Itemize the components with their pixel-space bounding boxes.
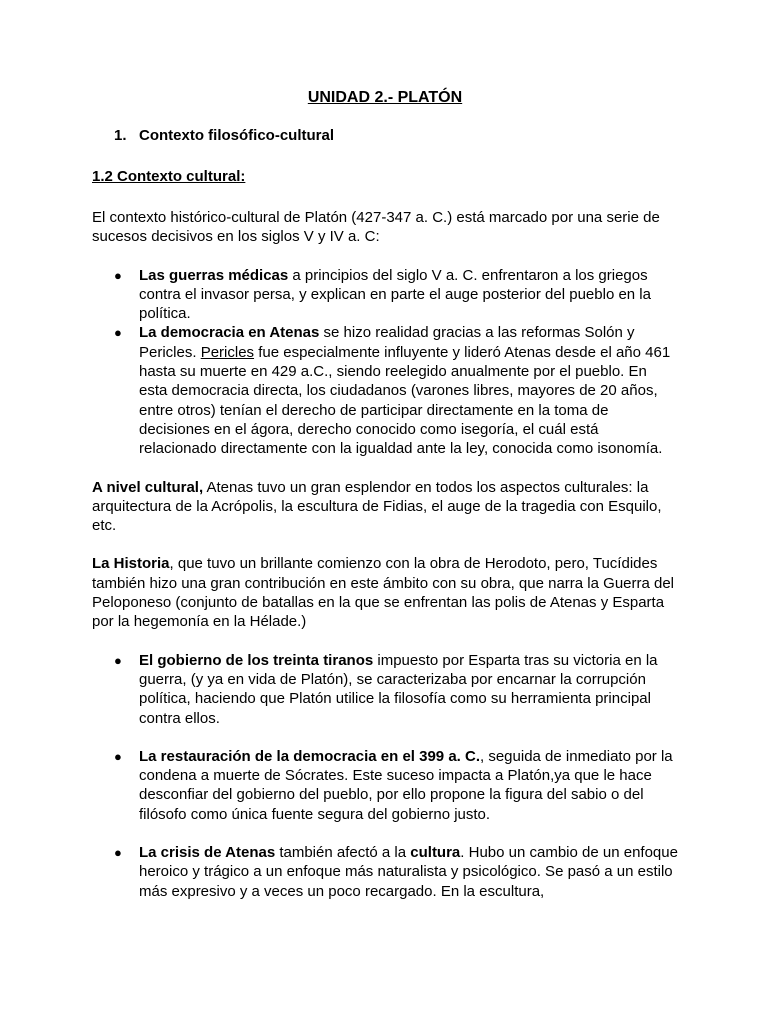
cultural-text: Atenas tuvo un gran esplendor en todos los aspectos culturales: la arquitectura de la Acrópolis, la escultura de Fidias, el auge de la tragedia con Esquilo, etc. <box>92 478 662 535</box>
list-item-bold: El gobierno de los treinta tiranos <box>139 651 374 669</box>
list-item-bold: La crisis de Atenas <box>139 844 276 862</box>
list-item-bold: La restauración de la democracia en el 399 a. C. <box>139 747 480 765</box>
list-item-text: a principios del siglo V a. C. enfrentaron a los griegos contra el invasor persa, y explican en parte el auge posterior del pueblo en la política. <box>139 266 651 323</box>
list-item <box>92 651 678 728</box>
section-heading <box>114 126 678 146</box>
list-item <box>92 323 678 458</box>
list-item <box>92 266 678 324</box>
list-item-text: impuesto por Esparta tras su victoria en la guerra, (y ya en vida de Platón), se caracterizaba por encarnar la corrupción política, haciendo que Platón utilice la filosofía como su herramienta principal contra ellos. <box>139 651 658 727</box>
intro-paragraph: El contexto histórico-cultural de Platón (427-347 a. C.) está marcado por una serie de sucesos decisivos en los siglos V y IV a. C: <box>92 209 660 246</box>
bullet-icon: ● <box>114 845 122 861</box>
subsection-heading: 1.2 Contexto cultural: <box>92 168 246 185</box>
list-item <box>92 843 678 901</box>
cultural-paragraph <box>92 478 678 536</box>
bullet-icon: ● <box>114 325 122 341</box>
list-item-text: también afectó a la <box>275 844 411 862</box>
list-item-text: se hizo realidad gracias a las reformas Solón y Pericles. <box>139 324 635 361</box>
list-item-bold: Las guerras médicas <box>139 266 289 284</box>
bullet-icon: ● <box>114 267 122 283</box>
list-item-bold: cultura <box>410 844 461 862</box>
list-item-bold: La democracia en Atenas <box>139 324 320 342</box>
historia-bold: La Historia <box>92 555 170 573</box>
bullet-icon: ● <box>114 748 122 764</box>
document-title: UNIDAD 2.- PLATÓN <box>307 89 463 106</box>
list-item-text: fue especialmente influyente y lideró Atenas desde el año 461 hasta su muerte en 429 a.C., siendo reelegido anualmente por el pueblo. En esta democracia directa, los ciudadanos (varones libres, mayores de 20 años, entre otros) tenían el derecho de participar directamente en la toma de decisiones en el ágora, derecho conocido como isegoría, el cuál está relacionado directamente con la igualdad ante la ley, conocida como isonomía. <box>139 343 671 458</box>
section-number: 1. <box>114 127 127 144</box>
historia-text: , que tuvo un brillante comienzo con la obra de Herodoto, pero, Tucídides también hizo una gran contribución en este ámbito con su obra, que narra la Guerra del Peloponeso (conjunto de batallas en la que se enfrentan las polis de Atenas y Esparta por la hegemonía en la Hélade.) <box>92 555 675 631</box>
bullet-list-1 <box>92 266 678 459</box>
list-item-text: , seguida de inmediato por la condena a muerte de Sócrates. Este suceso impacta a Platón,ya que le hace desconfiar del gobierno del pueblo, por ello propone la figura del sabio o del filósofo como única fuente segura del gobierno justo. <box>139 747 673 823</box>
pericles-link[interactable]: Pericles <box>200 343 255 361</box>
bullet-icon: ● <box>114 652 122 668</box>
section-label: Contexto filosófico-cultural <box>139 127 334 144</box>
historia-paragraph <box>92 554 678 631</box>
list-item-text: . Hubo un cambio de un enfoque heroico y trágico a un enfoque más naturalista y psicológico. Se pasó a un estilo más expresivo y a veces un poco recargado. En la escultura, <box>139 844 678 900</box>
list-item <box>92 747 678 824</box>
bullet-list-2 <box>92 651 678 901</box>
cultural-bold: A nivel cultural, <box>92 478 204 496</box>
